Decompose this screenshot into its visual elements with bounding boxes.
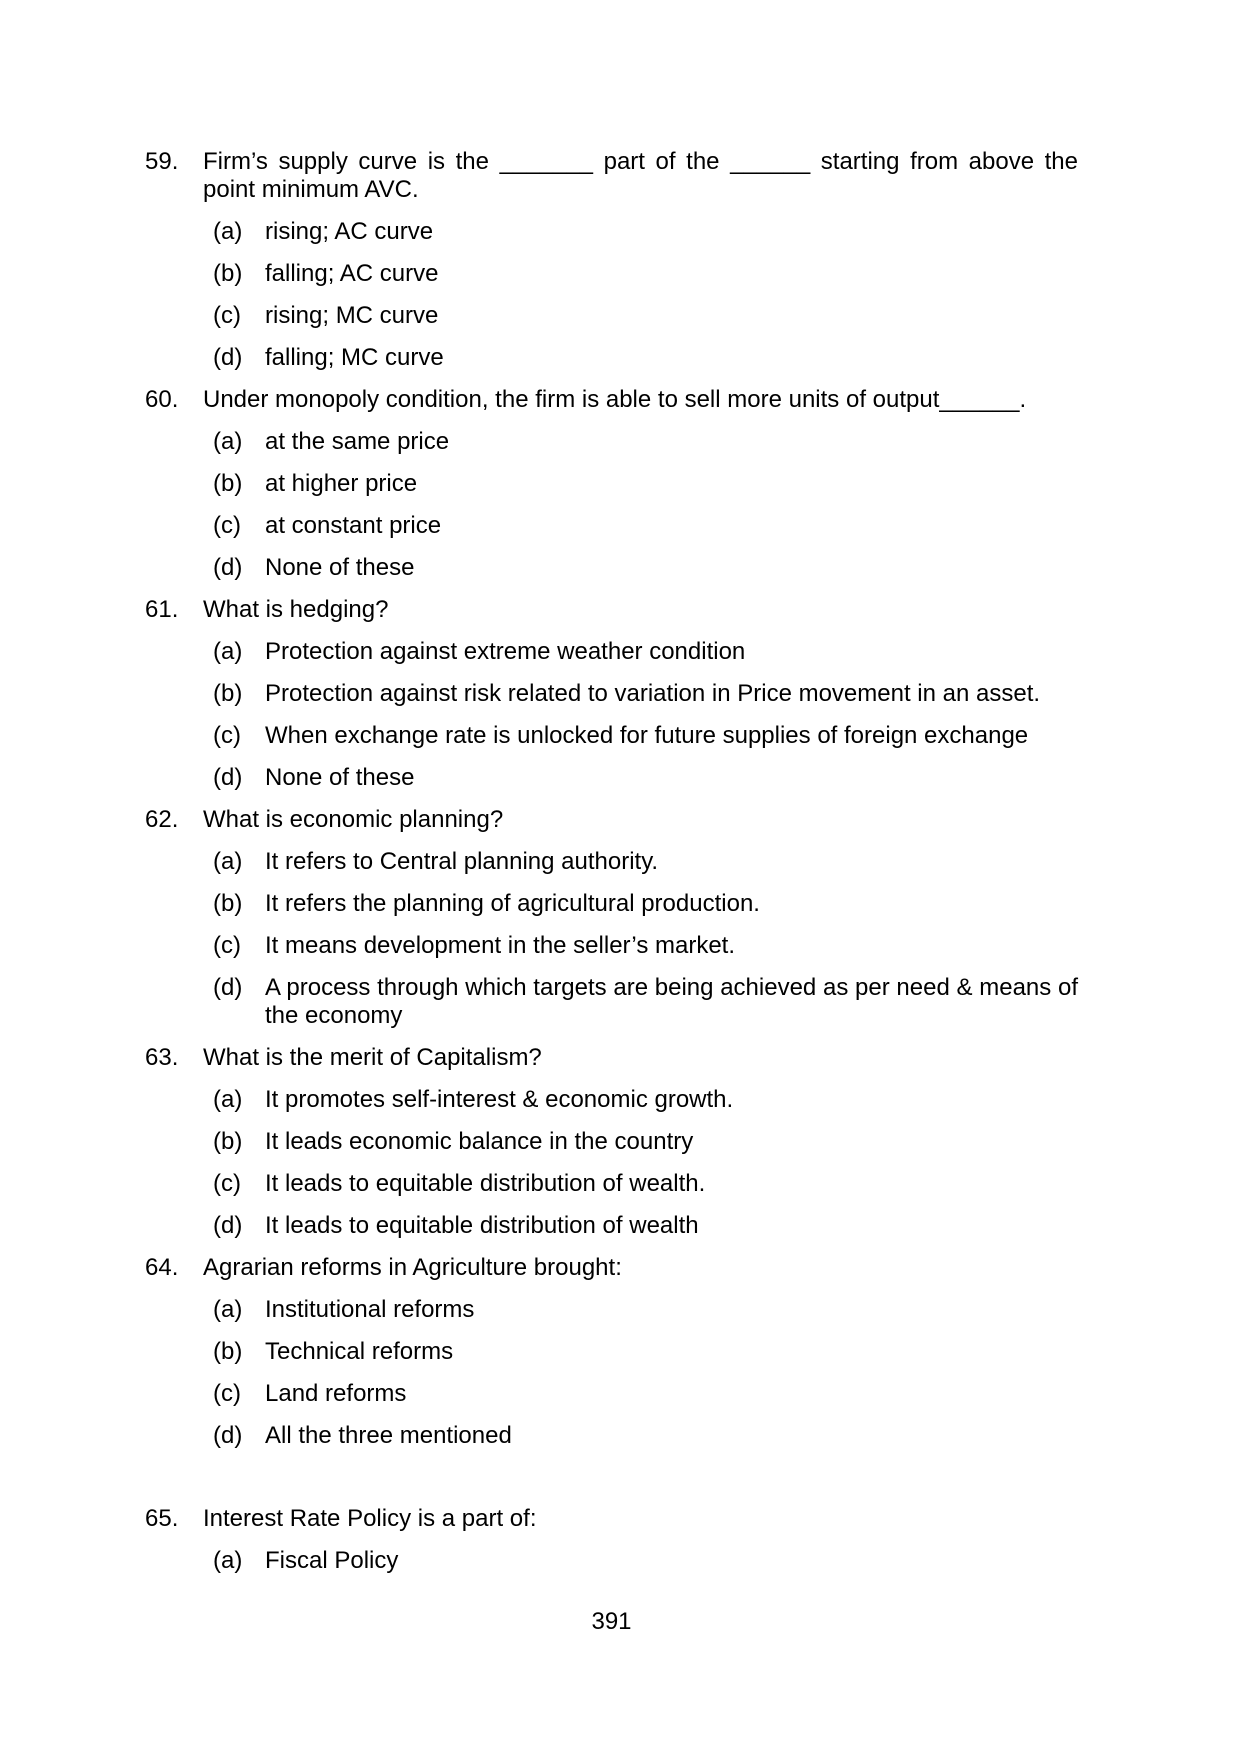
option-marker: (a) — [213, 638, 243, 665]
option-marker: (a) — [213, 1547, 243, 1574]
option-marker: (a) — [213, 1086, 243, 1113]
option-marker: (c) — [213, 1170, 241, 1197]
option-text: It refers the planning of agricultural production. — [265, 890, 760, 917]
option-marker: (d) — [213, 764, 243, 791]
option-text: at the same price — [265, 428, 450, 455]
question-number: 60. — [145, 386, 179, 413]
question-header — [145, 148, 1078, 204]
answer-option — [213, 680, 1078, 708]
option-marker: (d) — [213, 974, 243, 1001]
question-item — [145, 596, 1078, 806]
answer-option — [213, 428, 1078, 456]
options-list — [145, 1547, 1078, 1575]
option-marker: (c) — [213, 302, 241, 329]
answer-option — [213, 1380, 1078, 1408]
question-header — [145, 386, 1078, 414]
questions-list — [145, 148, 1078, 1589]
answer-option — [213, 1170, 1078, 1198]
answer-option — [213, 260, 1078, 288]
option-marker: (c) — [213, 722, 241, 749]
options-list — [145, 428, 1078, 582]
answer-option — [213, 848, 1078, 876]
option-text: It leads to equitable distribution of wealth. — [265, 1170, 706, 1197]
options-list — [145, 1296, 1078, 1450]
option-text: It refers to Central planning authority. — [265, 848, 659, 875]
option-text: at constant price — [265, 512, 442, 539]
answer-option — [213, 470, 1078, 498]
answer-option — [213, 218, 1078, 246]
question-item — [145, 1254, 1078, 1464]
question-text: Firm’s supply curve is the _______ part of the ______ starting from above the point minimum AVC. — [203, 148, 1078, 203]
question-text: What is economic planning? — [203, 806, 504, 833]
options-list — [145, 1086, 1078, 1240]
option-text: It promotes self-interest & economic growth. — [265, 1086, 734, 1113]
option-marker: (a) — [213, 428, 243, 455]
question-number: 62. — [145, 806, 179, 833]
option-text: Fiscal Policy — [265, 1547, 399, 1574]
option-marker: (d) — [213, 554, 243, 581]
question-header — [145, 596, 1078, 624]
option-text: None of these — [265, 764, 415, 791]
answer-option — [213, 554, 1078, 582]
option-text: falling; MC curve — [265, 344, 444, 371]
option-text: When exchange rate is unlocked for future supplies of foreign exchange — [265, 722, 1029, 749]
option-marker: (a) — [213, 1296, 243, 1323]
question-text: Agrarian reforms in Agriculture brought: — [203, 1254, 622, 1281]
option-text: falling; AC curve — [265, 260, 439, 287]
answer-option — [213, 1338, 1078, 1366]
answer-option — [213, 512, 1078, 540]
option-marker: (b) — [213, 1128, 243, 1155]
option-marker: (c) — [213, 512, 241, 539]
option-marker: (d) — [213, 344, 243, 371]
option-marker: (b) — [213, 1338, 243, 1365]
question-number: 64. — [145, 1254, 179, 1281]
option-text: rising; AC curve — [265, 218, 434, 245]
option-marker: (b) — [213, 680, 243, 707]
answer-option — [213, 722, 1078, 750]
answer-option — [213, 302, 1078, 330]
option-marker: (a) — [213, 218, 243, 245]
answer-option — [213, 638, 1078, 666]
option-text: All the three mentioned — [265, 1422, 512, 1449]
question-number: 59. — [145, 148, 179, 175]
question-text: Interest Rate Policy is a part of: — [203, 1505, 537, 1532]
options-list — [145, 218, 1078, 372]
question-number: 63. — [145, 1044, 179, 1071]
option-marker: (a) — [213, 848, 243, 875]
question-item — [145, 386, 1078, 596]
option-text: It leads to equitable distribution of wealth — [265, 1212, 699, 1239]
page-number: 391 — [591, 1608, 632, 1635]
option-marker: (b) — [213, 890, 243, 917]
option-marker: (b) — [213, 470, 243, 497]
option-marker: (d) — [213, 1422, 243, 1449]
answer-option — [213, 890, 1078, 918]
question-item — [145, 806, 1078, 1044]
answer-option — [213, 1547, 1078, 1575]
answer-option — [213, 1086, 1078, 1114]
question-item — [145, 148, 1078, 386]
question-item — [145, 1044, 1078, 1254]
answer-option — [213, 1212, 1078, 1240]
option-text: It leads economic balance in the country — [265, 1128, 694, 1155]
question-text: What is hedging? — [203, 596, 389, 623]
option-text: at higher price — [265, 470, 418, 497]
option-marker: (c) — [213, 932, 241, 959]
option-marker: (b) — [213, 260, 243, 287]
option-text: Land reforms — [265, 1380, 407, 1407]
options-list — [145, 848, 1078, 1030]
question-header — [145, 1044, 1078, 1072]
answer-option — [213, 974, 1078, 1030]
option-text: Protection against extreme weather condition — [265, 638, 746, 665]
option-text: Protection against risk related to variation in Price movement in an asset. — [265, 680, 1041, 707]
question-number: 65. — [145, 1505, 179, 1532]
answer-option — [213, 764, 1078, 792]
answer-option — [213, 344, 1078, 372]
option-text: None of these — [265, 554, 415, 581]
option-text: A process through which targets are being achieved as per need & means of the economy — [265, 974, 1078, 1029]
answer-option — [213, 932, 1078, 960]
question-item — [145, 1505, 1078, 1589]
option-marker: (c) — [213, 1380, 241, 1407]
options-list — [145, 638, 1078, 792]
option-text: Institutional reforms — [265, 1296, 475, 1323]
answer-option — [213, 1422, 1078, 1450]
question-text: Under monopoly condition, the firm is able to sell more units of output______. — [203, 386, 1027, 413]
answer-option — [213, 1128, 1078, 1156]
answer-option — [213, 1296, 1078, 1324]
option-text: It means development in the seller’s market. — [265, 932, 736, 959]
option-text: Technical reforms — [265, 1338, 454, 1365]
question-text: What is the merit of Capitalism? — [203, 1044, 542, 1071]
option-marker: (d) — [213, 1212, 243, 1239]
option-text: rising; MC curve — [265, 302, 439, 329]
question-header — [145, 1254, 1078, 1282]
question-header — [145, 1505, 1078, 1533]
question-number: 61. — [145, 596, 179, 623]
question-header — [145, 806, 1078, 834]
